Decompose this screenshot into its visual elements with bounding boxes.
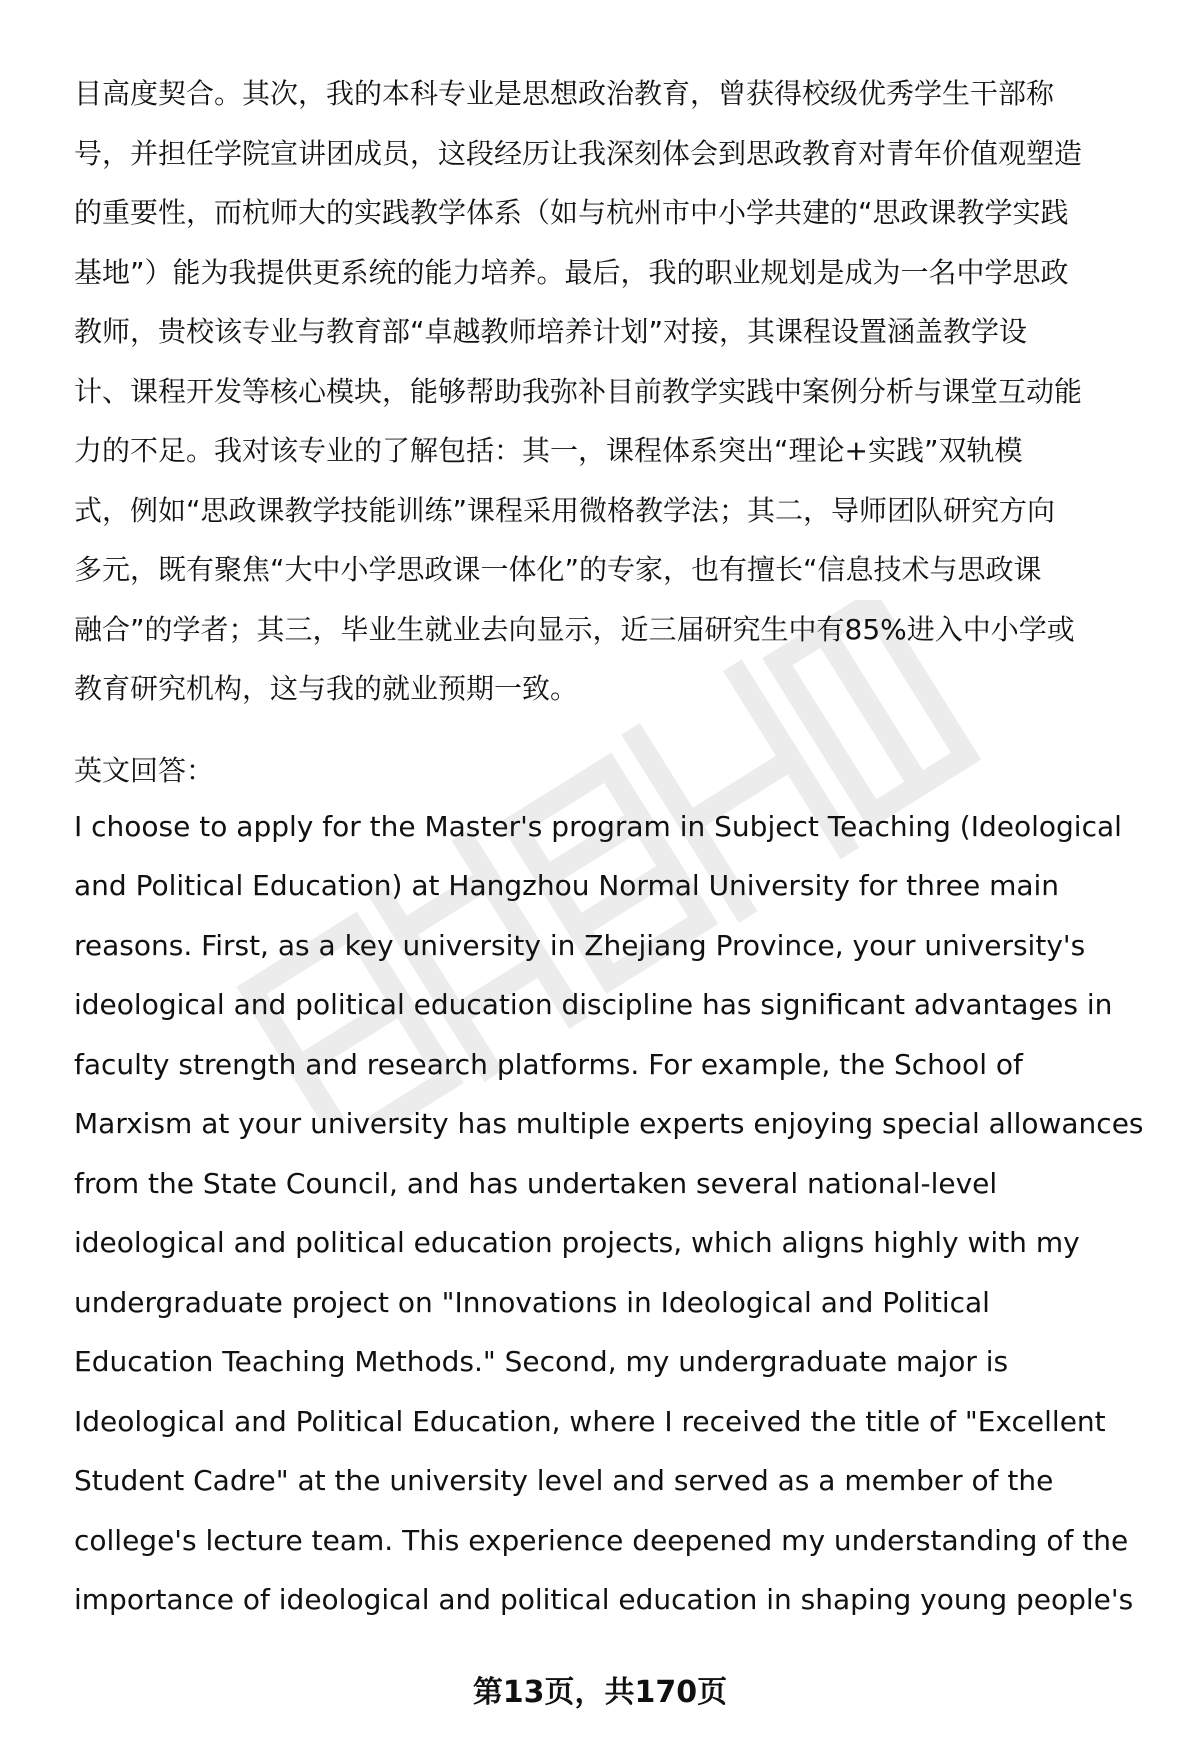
english-answer-line: Ideological and Political Education, where I received the title of "Excellent <box>74 1404 1106 1438</box>
chinese-answer-line: 式，例如“思政课教学技能训练”课程采用微格教学法；其二，导师团队研究方向 <box>74 493 1056 527</box>
chinese-answer-line: 目高度契合。其次，我的本科专业是思想政治教育，曾获得校级优秀学生干部称 <box>74 77 1055 110</box>
english-answer-line: Student Cadre" at the university level and served as a member of the <box>74 1464 1054 1497</box>
chinese-answer-section <box>74 64 1164 719</box>
english-answer-line: ideological and political education discipline has significant advantages in <box>74 988 1113 1021</box>
chinese-answer-line: 教育研究机构，这与我的就业预期一致。 <box>74 672 579 705</box>
english-answer-line: reasons. First, as a key university in Zhejiang Province, your university's <box>74 928 1086 962</box>
english-answer-line: I choose to apply for the Master's program in Subject Teaching (Ideological <box>74 809 1122 843</box>
chinese-answer-line: 教师，贵校该专业与教育部“卓越教师培养计划”对接，其课程设置涵盖教学设 <box>74 315 1028 348</box>
english-answer-line: faculty strength and research platforms. For example, the School of <box>74 1047 1023 1081</box>
english-answer-line: ideological and political education projects, which aligns highly with my <box>74 1226 1080 1259</box>
english-answer-line: from the State Council, and has undertaken several national-level <box>74 1166 998 1200</box>
english-answer-line: Education Teaching Methods." Second, my undergraduate major is <box>74 1345 1009 1378</box>
document-body <box>74 64 1164 1630</box>
english-answer-line: and Political Education) at Hangzhou Normal University for three main <box>74 869 1060 902</box>
chinese-answer-line: 的重要性，而杭师大的实践教学体系（如与杭州市中小学共建的“思政课教学实践 <box>74 196 1069 229</box>
chinese-answer-line: 计、课程开发等核心模块，能够帮助我弥补目前教学实践中案例分析与课堂互动能 <box>74 374 1083 408</box>
english-answer-line: Marxism at your university has multiple experts enjoying special allowances <box>74 1107 1144 1140</box>
chinese-answer-line: 融合”的学者；其三，毕业生就业去向显示，近三届研究生中有85%进入中小学或 <box>74 612 1075 646</box>
page-number-footer: 第13页，共170页 <box>472 1675 728 1710</box>
english-answer-label: 英文回答： <box>74 753 215 787</box>
chinese-answer-line: 号，并担任学院宣讲团成员，这段经历让我深刻体会到思政教育对青年价值观塑造 <box>74 136 1083 170</box>
english-answer-line: college's lecture team. This experience deepened my understanding of the <box>74 1523 1129 1557</box>
english-answer-line: undergraduate project on "Innovations in Ideological and Political <box>74 1285 990 1319</box>
chinese-answer-line: 力的不足。我对该专业的了解包括：其一，课程体系突出“理论+实践”双轨模 <box>74 434 1023 467</box>
english-answer-line: importance of ideological and political education in shaping young people's <box>74 1583 1134 1616</box>
chinese-answer-line: 基地”）能为我提供更系统的能力培养。最后，我的职业规划是成为一名中学思政 <box>74 255 1069 289</box>
chinese-answer-line: 多元，既有聚焦“大中小学思政课一体化”的专家，也有擅长“信息技术与思政课 <box>74 553 1042 586</box>
english-answer-section <box>74 751 1164 1630</box>
